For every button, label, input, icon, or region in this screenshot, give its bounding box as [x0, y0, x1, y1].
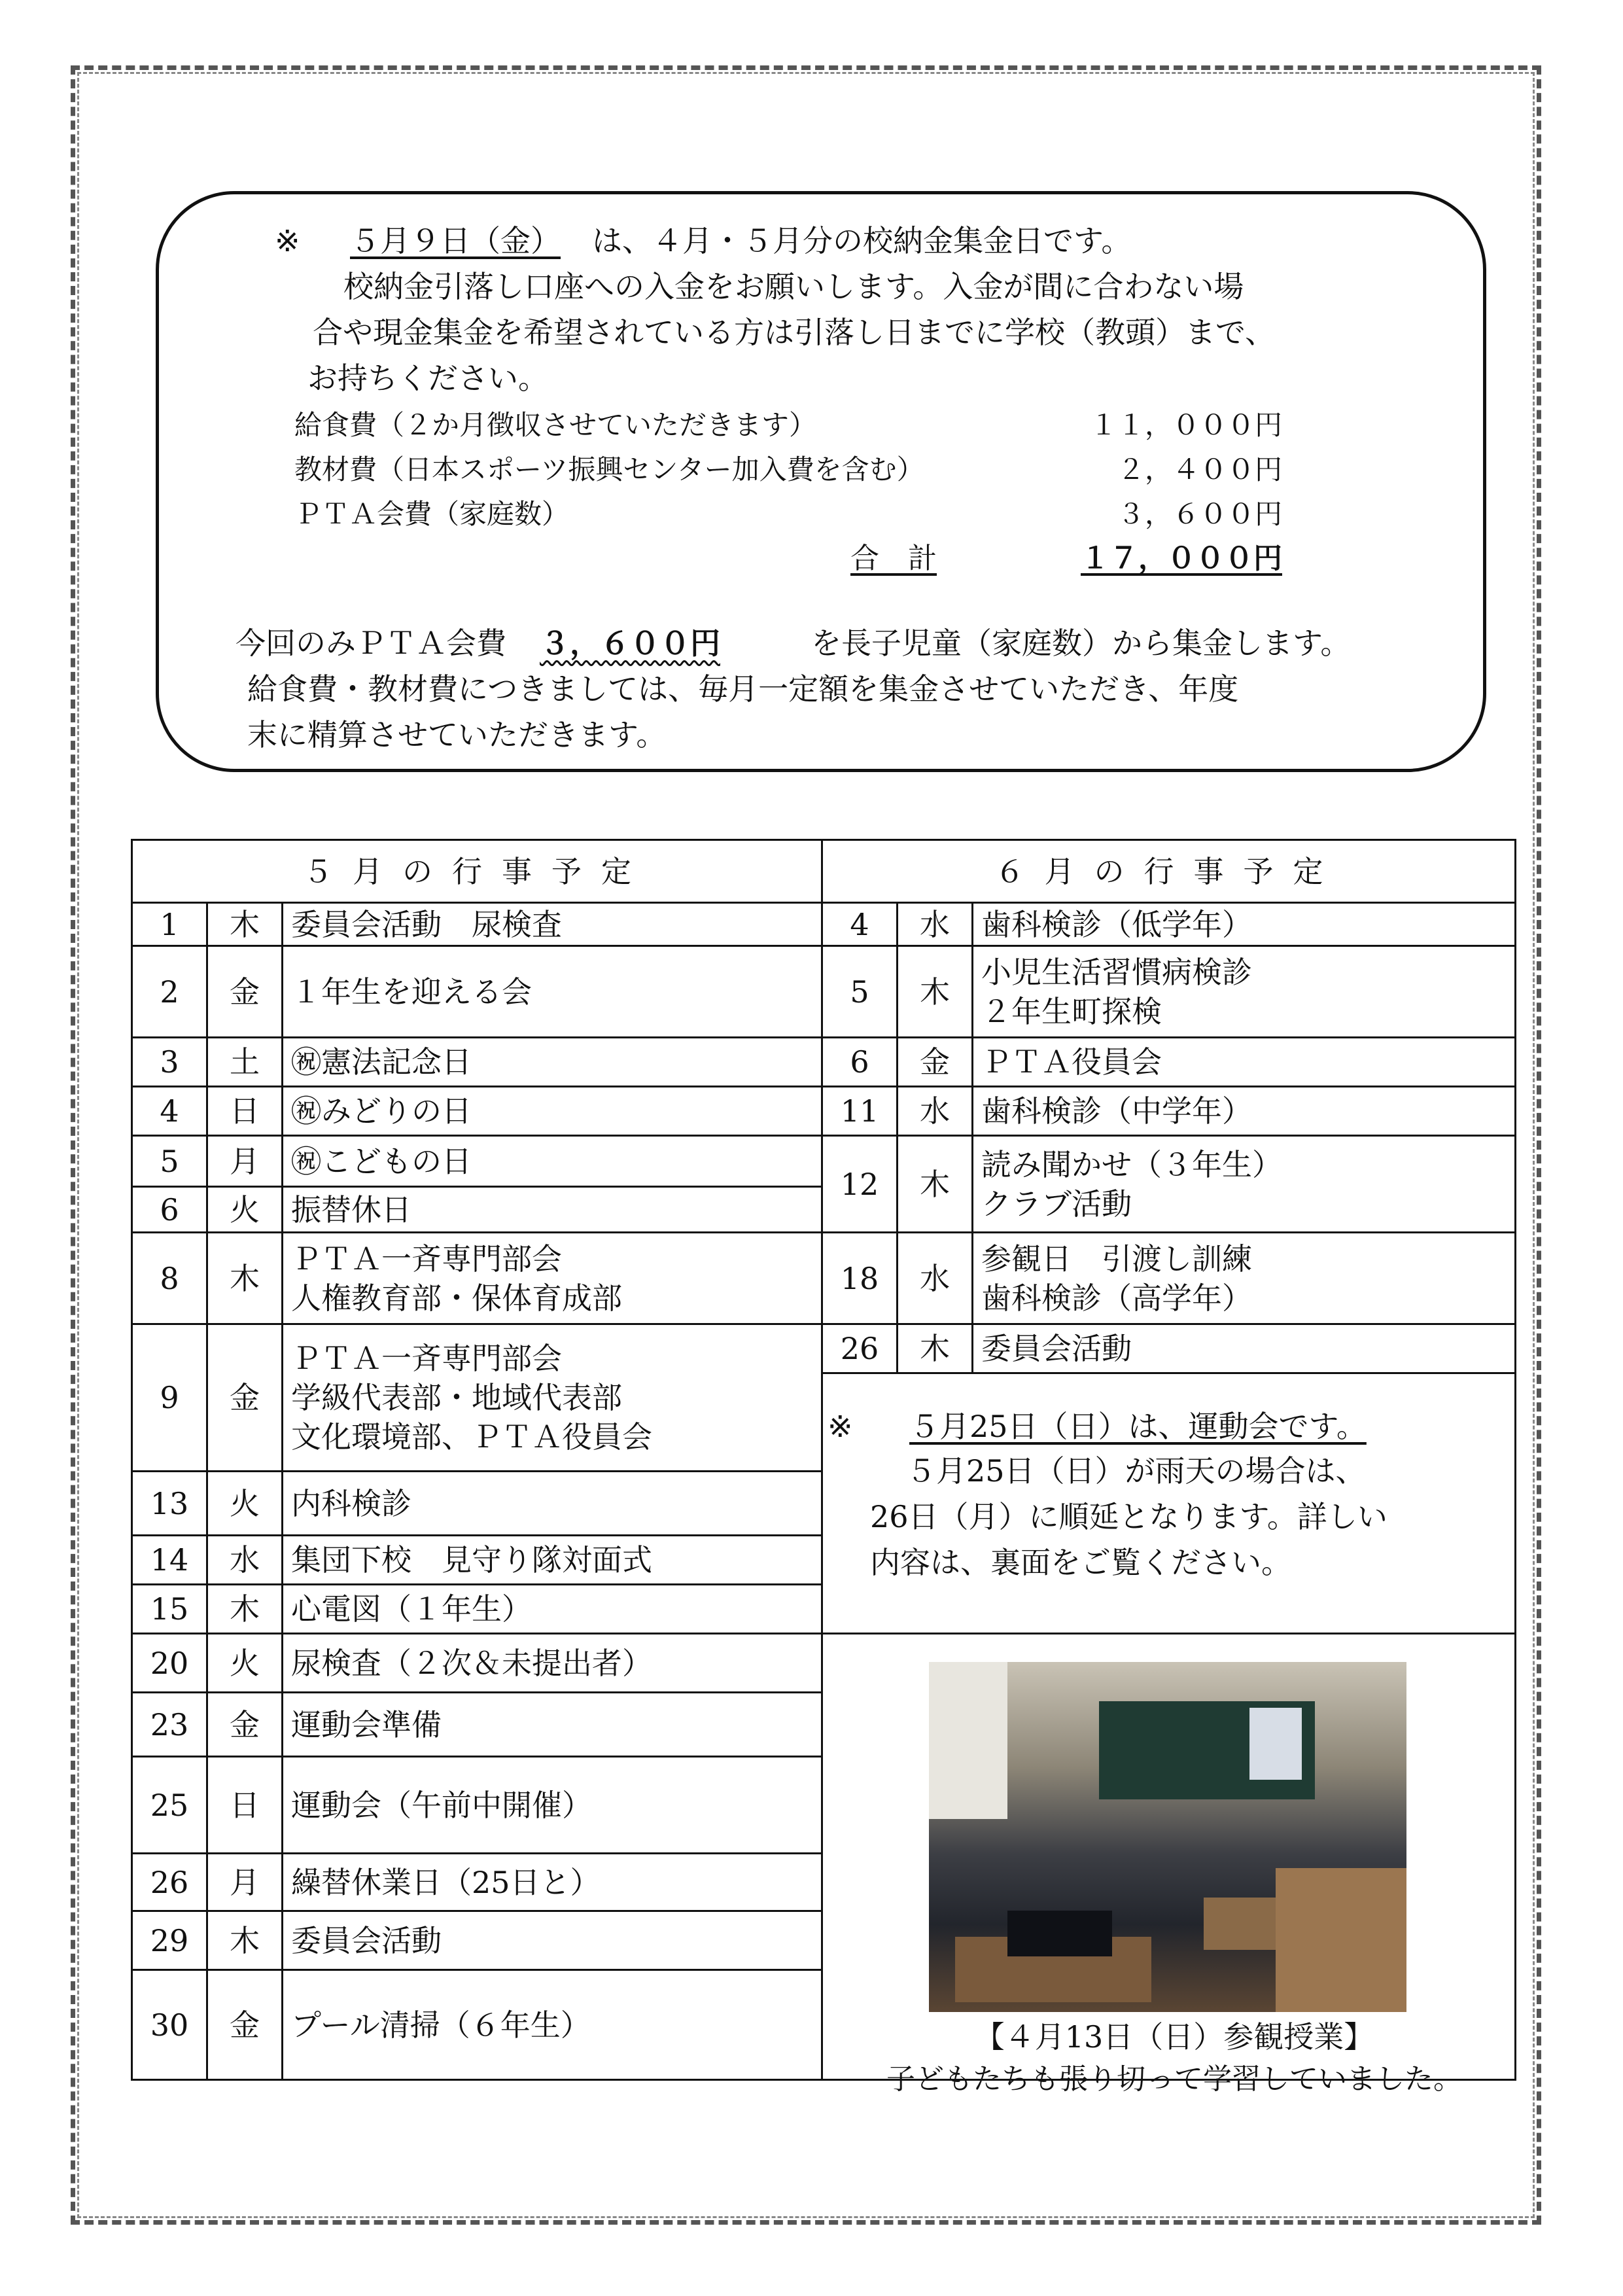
- may-weekday: 金: [207, 1693, 283, 1757]
- may-weekday: 月: [207, 1854, 283, 1911]
- may-event: [283, 1324, 822, 1472]
- table-header-row: [132, 840, 1516, 903]
- may-weekday: 月: [207, 1136, 283, 1187]
- photo-screen: [1249, 1708, 1302, 1780]
- may-event-line: ＰＴＡ一斉専門部会: [291, 1341, 562, 1376]
- fee-total-amount: １７，０００円: [1081, 542, 1282, 575]
- june-event: [973, 946, 1516, 1038]
- may-event: 運動会準備: [283, 1693, 822, 1757]
- may-event: 心電図（１年生）: [283, 1585, 822, 1634]
- june-weekday: 水: [898, 903, 973, 946]
- may-weekday: 金: [207, 946, 283, 1038]
- table-row: [132, 1324, 1516, 1373]
- photo-caption-title: 【４月13日（日）参観授業】: [974, 2019, 1374, 2055]
- june-date: 5: [822, 946, 898, 1038]
- june-event-line: 参観日 引渡し訓練: [981, 1241, 1253, 1277]
- june-date: 12: [822, 1136, 898, 1233]
- may-event: 運動会（午前中開催）: [283, 1757, 822, 1854]
- table-row: [132, 1087, 1516, 1136]
- may-weekday: 金: [207, 1970, 283, 2080]
- photo-caption-text: 子どもたちも張り切って学習していました。: [886, 2062, 1462, 2096]
- may-event: 委員会活動 尿検査: [283, 903, 822, 946]
- may-event: [283, 1233, 822, 1324]
- may-event: 繰替休業日（25日と）: [283, 1854, 822, 1911]
- fee-total-label: 合 計: [850, 542, 937, 575]
- june-weekday: 木: [898, 946, 973, 1038]
- may-weekday: 土: [207, 1038, 283, 1087]
- may-weekday: 火: [207, 1634, 283, 1693]
- june-event: [973, 1136, 1516, 1233]
- may-event: 集団下校 見守り隊対面式: [283, 1536, 822, 1585]
- notice-mark: ※: [275, 223, 300, 258]
- may-event: 内科検診: [283, 1472, 822, 1536]
- pta-amount: ３，６００円: [540, 626, 720, 661]
- june-weekday: 金: [898, 1038, 973, 1087]
- may-date: 2: [132, 946, 207, 1038]
- june-date: 11: [822, 1087, 898, 1136]
- fee-amount-pta: ３，６００円: [1117, 498, 1282, 530]
- may-event: プール清掃（６年生）: [283, 1970, 822, 2080]
- may-event: １年生を迎える会: [283, 946, 822, 1038]
- may-date: 4: [132, 1087, 207, 1136]
- may-event-line: 人権教育部・保体育成部: [291, 1280, 622, 1316]
- table-row: [132, 1233, 1516, 1324]
- may-event: 尿検査（２次＆未提出者）: [283, 1634, 822, 1693]
- sports-note-mark: ※: [828, 1409, 853, 1444]
- table-row: [132, 946, 1516, 1038]
- fee-amount-lunch: １１，０００円: [1089, 409, 1282, 441]
- notice-line-3: 合や現金集金を希望されている方は引落し日までに学校（教頭）まで、: [313, 315, 1276, 350]
- payment-date: ５月９日（金）: [350, 223, 561, 258]
- sports-note-line-2: 26日（月）に順延となります。詳しい: [870, 1499, 1387, 1534]
- june-event-line: クラブ活動: [981, 1186, 1132, 1222]
- pta-prefix: 今回のみＰＴＡ会費: [236, 626, 506, 661]
- june-title: ６月の行事予定: [822, 840, 1516, 903]
- may-date: 5: [132, 1136, 207, 1187]
- may-weekday: 木: [207, 1233, 283, 1324]
- may-weekday: 水: [207, 1536, 283, 1585]
- pta-suffix: を長子児童（家庭数）から集金します。: [811, 626, 1351, 661]
- may-event-line: 文化環境部、ＰＴＡ役員会: [291, 1419, 652, 1455]
- notice-last-line-1: 給食費・教材費につきましては、毎月一定額を集金させていただき、年度: [247, 671, 1239, 707]
- may-date: 8: [132, 1233, 207, 1324]
- june-event: [973, 1233, 1516, 1324]
- sports-note-line-3: 内容は、裏面をご覧ください。: [870, 1545, 1291, 1580]
- may-event: ㊗こどもの日: [283, 1136, 822, 1187]
- sports-note-line-1: ５月25日（日）が雨天の場合は、: [906, 1453, 1366, 1489]
- may-date: 29: [132, 1911, 207, 1970]
- may-date: 30: [132, 1970, 207, 2080]
- fee-amount-materials: ２，４００円: [1117, 453, 1282, 486]
- june-weekday: 木: [898, 1136, 973, 1233]
- notice-line-4: お持ちください。: [307, 361, 548, 396]
- june-date: 18: [822, 1233, 898, 1324]
- may-date: 20: [132, 1634, 207, 1693]
- june-event-line: ２年生町探検: [981, 993, 1162, 1029]
- may-date: 13: [132, 1472, 207, 1536]
- june-event: 歯科検診（中学年）: [973, 1087, 1516, 1136]
- may-date: 6: [132, 1187, 207, 1233]
- june-weekday: 水: [898, 1087, 973, 1136]
- may-weekday: 木: [207, 903, 283, 946]
- may-date: 14: [132, 1536, 207, 1585]
- table-row: [132, 1038, 1516, 1087]
- june-date: 26: [822, 1324, 898, 1373]
- may-date: 3: [132, 1038, 207, 1087]
- sports-note-headline: ５月25日（日）は、運動会です。: [909, 1409, 1367, 1444]
- may-weekday: 火: [207, 1472, 283, 1536]
- june-weekday: 水: [898, 1233, 973, 1324]
- may-date: 23: [132, 1693, 207, 1757]
- photo-floor: [1276, 1868, 1406, 2012]
- may-date: 25: [132, 1757, 207, 1854]
- may-weekday: 木: [207, 1585, 283, 1634]
- may-weekday: 金: [207, 1324, 283, 1472]
- may-weekday: 火: [207, 1187, 283, 1233]
- may-event: 委員会活動: [283, 1911, 822, 1970]
- table-row: [132, 1136, 1516, 1187]
- may-event: 振替休日: [283, 1187, 822, 1233]
- may-date: 9: [132, 1324, 207, 1472]
- may-date: 1: [132, 903, 207, 946]
- june-event: ＰＴＡ役員会: [973, 1038, 1516, 1087]
- june-weekday: 木: [898, 1324, 973, 1373]
- june-event-line: 歯科検診（高学年）: [981, 1280, 1253, 1316]
- fee-label-lunch: 給食費（２か月徴収させていただきます）: [294, 409, 817, 441]
- may-event: ㊗みどりの日: [283, 1087, 822, 1136]
- june-date: 6: [822, 1038, 898, 1087]
- june-event-line: 小児生活習慣病検診: [981, 954, 1253, 990]
- may-event-line: ＰＴＡ一斉専門部会: [291, 1241, 562, 1277]
- classroom-photo: [929, 1662, 1406, 2012]
- may-event-line: 学級代表部・地域代表部: [291, 1380, 622, 1415]
- photo-window: [929, 1662, 1007, 1819]
- may-date: 26: [132, 1854, 207, 1911]
- fee-label-pta: ＰＴＡ会費（家庭数）: [294, 498, 570, 530]
- photo-laptop: [1007, 1911, 1112, 1956]
- may-title: ５月の行事予定: [132, 840, 822, 903]
- may-event: ㊗憲法記念日: [283, 1038, 822, 1087]
- notice-line-2: 校納金引落し口座への入金をお願いします。入金が間に合わない場: [343, 269, 1244, 304]
- june-event-line: 読み聞かせ（３年生）: [981, 1146, 1283, 1182]
- table-row: [132, 903, 1516, 946]
- june-event: 歯科検診（低学年）: [973, 903, 1516, 946]
- may-weekday: 木: [207, 1911, 283, 1970]
- fee-label-materials: 教材費（日本スポーツ振興センター加入費を含む）: [294, 453, 924, 486]
- notice-line-1: は、４月・５月分の校納金集金日です。: [592, 223, 1132, 258]
- may-date: 15: [132, 1585, 207, 1634]
- notice-last-line-2: 末に精算させていただきます。: [247, 717, 667, 752]
- may-weekday: 日: [207, 1087, 283, 1136]
- may-weekday: 日: [207, 1757, 283, 1854]
- june-date: 4: [822, 903, 898, 946]
- june-event: 委員会活動: [973, 1324, 1516, 1373]
